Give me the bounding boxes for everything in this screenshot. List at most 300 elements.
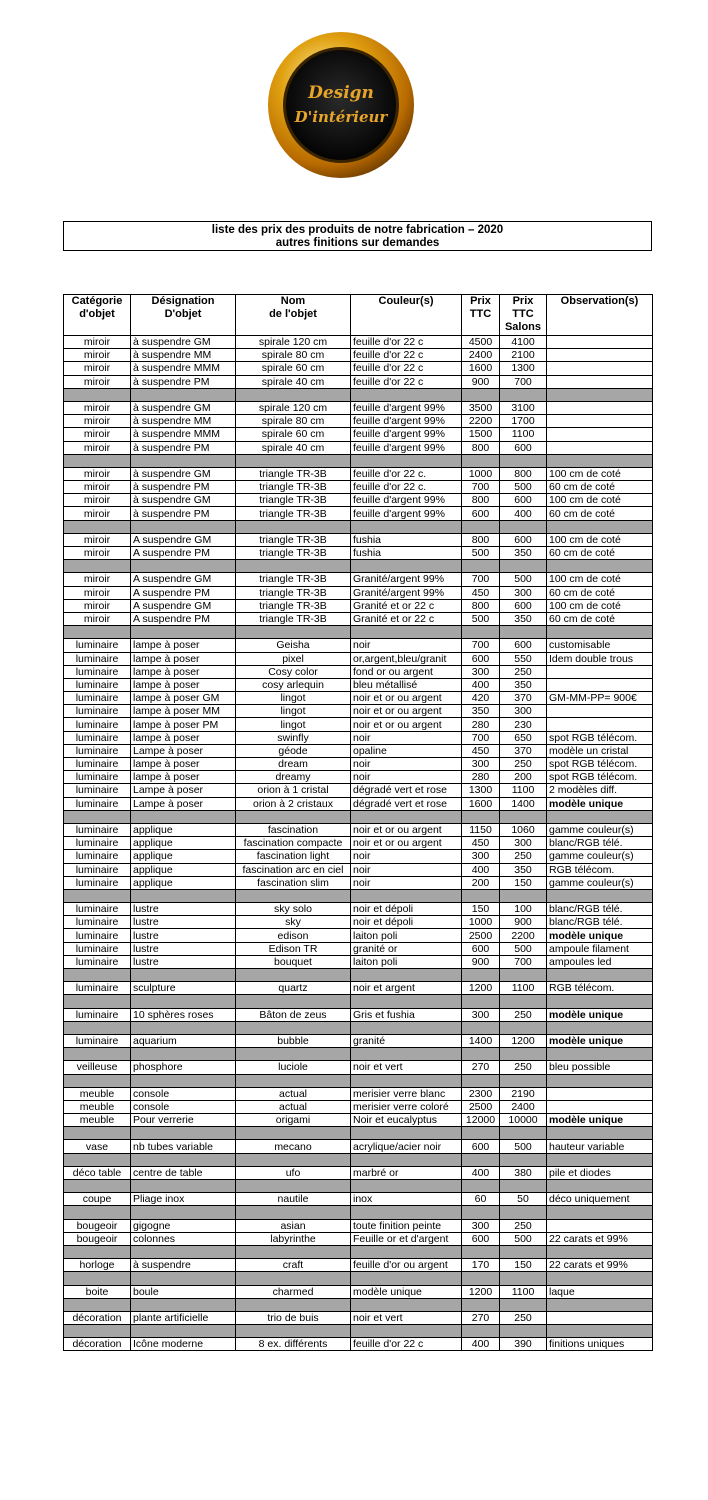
heading-line-2: autres finitions sur demandes <box>275 237 440 249</box>
cell-price: 800 <box>462 599 500 612</box>
column-header-line: d'objet <box>79 308 115 320</box>
cell-designation: Pour verrerie <box>131 1114 236 1127</box>
cell-price: 3500 <box>462 401 500 414</box>
cell-observation: 22 carats et 99% <box>547 1232 653 1245</box>
cell-price-salon: 800 <box>500 467 547 480</box>
separator-cell <box>500 1206 547 1219</box>
cell-price: 600 <box>462 507 500 520</box>
cell-name: fascination compacte <box>236 837 351 850</box>
cell-name: géode <box>236 744 351 757</box>
separator-cell <box>236 388 351 401</box>
separator-row <box>64 520 653 533</box>
cell-observation: 60 cm de coté <box>547 547 653 560</box>
cell-name: orion à 1 cristal <box>236 784 351 797</box>
separator-cell <box>131 1298 236 1311</box>
cell-price: 300 <box>462 758 500 771</box>
cell-designation: lustre <box>131 903 236 916</box>
cell-name: charmed <box>236 1285 351 1298</box>
cell-category: miroir <box>64 612 131 625</box>
cell-name: triangle TR-3B <box>236 494 351 507</box>
cell-observation: hauteur variable <box>547 1140 653 1153</box>
separator-row <box>64 1206 653 1219</box>
separator-cell <box>64 1048 131 1061</box>
separator-cell <box>131 1048 236 1061</box>
cell-price: 60 <box>462 1193 500 1206</box>
cell-designation: centre de table <box>131 1166 236 1179</box>
cell-colour: Granité et or 22 c <box>351 599 462 612</box>
cell-designation: boule <box>131 1285 236 1298</box>
cell-price-salon: 700 <box>500 955 547 968</box>
cell-name: ufo <box>236 1166 351 1179</box>
separator-cell <box>351 1272 462 1285</box>
cell-colour: noir <box>351 876 462 889</box>
cell-colour: feuille d'argent 99% <box>351 428 462 441</box>
cell-name: origami <box>236 1114 351 1127</box>
cell-price-salon: 1100 <box>500 1285 547 1298</box>
separator-cell <box>64 1180 131 1193</box>
cell-designation: lampe à poser <box>131 639 236 652</box>
separator-row <box>64 995 653 1008</box>
cell-name: luciole <box>236 1061 351 1074</box>
separator-cell <box>500 810 547 823</box>
separator-cell <box>500 995 547 1008</box>
separator-cell <box>64 889 131 902</box>
separator-cell <box>462 1153 500 1166</box>
cell-colour: granité or <box>351 942 462 955</box>
table-row <box>64 837 653 850</box>
cell-price: 280 <box>462 771 500 784</box>
separator-cell <box>500 1180 547 1193</box>
cell-name: lingot <box>236 705 351 718</box>
cell-price: 900 <box>462 375 500 388</box>
cell-colour: inox <box>351 1193 462 1206</box>
cell-price-salon: 650 <box>500 731 547 744</box>
separator-cell <box>131 1021 236 1034</box>
separator-cell <box>500 1021 547 1034</box>
separator-cell <box>462 1245 500 1258</box>
cell-price-salon: 230 <box>500 718 547 731</box>
price-table <box>63 294 653 1351</box>
cell-designation: A suspendre GM <box>131 533 236 546</box>
separator-cell <box>131 520 236 533</box>
cell-designation: lampe à poser <box>131 652 236 665</box>
cell-observation <box>547 1100 653 1113</box>
separator-row <box>64 810 653 823</box>
cell-observation: modèle un cristal <box>547 744 653 757</box>
design-interieur-logo <box>266 30 416 180</box>
cell-designation: applique <box>131 863 236 876</box>
cell-category: miroir <box>64 415 131 428</box>
cell-price-salon: 1100 <box>500 784 547 797</box>
cell-category: miroir <box>64 336 131 349</box>
separator-cell <box>500 388 547 401</box>
cell-designation: lampe à poser <box>131 731 236 744</box>
column-header-category <box>64 295 131 336</box>
cell-price-salon: 1060 <box>500 823 547 836</box>
separator-cell <box>547 1298 653 1311</box>
cell-observation: blanc/RGB télé. <box>547 837 653 850</box>
cell-designation: A suspendre GM <box>131 573 236 586</box>
cell-observation: Idem double trous <box>547 652 653 665</box>
separator-cell <box>547 889 653 902</box>
separator-cell <box>351 810 462 823</box>
cell-price: 800 <box>462 533 500 546</box>
cell-price-salon: 250 <box>500 1061 547 1074</box>
cell-colour: toute finition peinte <box>351 1219 462 1232</box>
separator-cell <box>500 560 547 573</box>
cell-category: luminaire <box>64 863 131 876</box>
cell-colour: bleu métallisé <box>351 678 462 691</box>
cell-observation: blanc/RGB télé. <box>547 916 653 929</box>
separator-cell <box>131 995 236 1008</box>
cell-name: labyrinthe <box>236 1232 351 1245</box>
cell-observation: gamme couleur(s) <box>547 823 653 836</box>
separator-row <box>64 1074 653 1087</box>
cell-price-salon: 200 <box>500 771 547 784</box>
cell-category: boite <box>64 1285 131 1298</box>
column-header-line: TTC <box>512 308 534 320</box>
cell-colour: feuille d'or 22 c <box>351 349 462 362</box>
cell-price: 1600 <box>462 362 500 375</box>
separator-cell <box>236 1272 351 1285</box>
separator-cell <box>131 1325 236 1338</box>
cell-category: meuble <box>64 1087 131 1100</box>
cell-price: 400 <box>462 1166 500 1179</box>
cell-price-salon: 250 <box>500 1219 547 1232</box>
cell-colour: feuille d'or 22 c. <box>351 481 462 494</box>
cell-category: luminaire <box>64 797 131 810</box>
cell-observation <box>547 1087 653 1100</box>
cell-price: 1400 <box>462 1034 500 1047</box>
cell-designation: à suspendre GM <box>131 494 236 507</box>
cell-price-salon: 700 <box>500 375 547 388</box>
cell-price-salon: 250 <box>500 1311 547 1324</box>
table-header-row <box>64 295 653 336</box>
cell-price-salon: 350 <box>500 678 547 691</box>
cell-price: 350 <box>462 705 500 718</box>
cell-price-salon: 390 <box>500 1338 547 1351</box>
separator-row <box>64 1153 653 1166</box>
cell-price: 900 <box>462 955 500 968</box>
cell-name: cosy arlequin <box>236 678 351 691</box>
separator-cell <box>131 810 236 823</box>
cell-price-salon: 3100 <box>500 401 547 414</box>
cell-designation: applique <box>131 850 236 863</box>
column-header-line: Couleur(s) <box>378 295 434 307</box>
cell-price: 1150 <box>462 823 500 836</box>
cell-price-salon: 500 <box>500 1140 547 1153</box>
column-header-line: Observation(s) <box>560 295 639 307</box>
separator-cell <box>64 1074 131 1087</box>
separator-cell <box>462 810 500 823</box>
separator-cell <box>547 1325 653 1338</box>
cell-name: lingot <box>236 718 351 731</box>
cell-price-salon: 50 <box>500 1193 547 1206</box>
separator-cell <box>351 1021 462 1034</box>
table-row <box>64 349 653 362</box>
separator-cell <box>64 810 131 823</box>
table-row <box>64 1008 653 1021</box>
cell-designation: applique <box>131 837 236 850</box>
cell-price: 500 <box>462 547 500 560</box>
table-row <box>64 823 653 836</box>
cell-name: triangle TR-3B <box>236 533 351 546</box>
separator-cell <box>131 1127 236 1140</box>
cell-colour: feuille d'argent 99% <box>351 494 462 507</box>
cell-observation <box>547 401 653 414</box>
separator-row <box>64 626 653 639</box>
cell-colour: Granité/argent 99% <box>351 586 462 599</box>
cell-designation: nb tubes variable <box>131 1140 236 1153</box>
cell-price: 150 <box>462 903 500 916</box>
cell-category: meuble <box>64 1100 131 1113</box>
cell-price: 1600 <box>462 797 500 810</box>
separator-cell <box>462 1298 500 1311</box>
column-header-price <box>462 295 500 336</box>
cell-designation: lampe à poser <box>131 665 236 678</box>
separator-cell <box>351 1074 462 1087</box>
cell-colour: fushia <box>351 547 462 560</box>
cell-colour: modèle unique <box>351 1285 462 1298</box>
separator-cell <box>547 1048 653 1061</box>
cell-category: luminaire <box>64 929 131 942</box>
table-row <box>64 1259 653 1272</box>
separator-cell <box>64 1272 131 1285</box>
cell-category: luminaire <box>64 692 131 705</box>
cell-name: spirale 60 cm <box>236 362 351 375</box>
cell-colour: noir <box>351 639 462 652</box>
separator-cell <box>351 1180 462 1193</box>
cell-price: 2200 <box>462 415 500 428</box>
separator-cell <box>131 1272 236 1285</box>
cell-category: miroir <box>64 467 131 480</box>
separator-row <box>64 388 653 401</box>
cell-price-salon: 350 <box>500 863 547 876</box>
cell-price-salon: 250 <box>500 1008 547 1021</box>
cell-designation: à suspendre <box>131 1259 236 1272</box>
separator-cell <box>131 1206 236 1219</box>
cell-category: miroir <box>64 481 131 494</box>
cell-colour: noir <box>351 863 462 876</box>
price-list-heading <box>63 221 652 251</box>
cell-price: 300 <box>462 665 500 678</box>
cell-price-salon: 500 <box>500 481 547 494</box>
cell-price-salon: 250 <box>500 665 547 678</box>
cell-observation: RGB télécom. <box>547 863 653 876</box>
cell-designation: applique <box>131 876 236 889</box>
cell-colour: noir et or ou argent <box>351 718 462 731</box>
table-row <box>64 547 653 560</box>
cell-colour: fond or ou argent <box>351 665 462 678</box>
separator-row <box>64 1245 653 1258</box>
cell-designation: à suspendre MM <box>131 349 236 362</box>
separator-cell <box>64 1127 131 1140</box>
column-header-colour <box>351 295 462 336</box>
separator-cell <box>64 1325 131 1338</box>
cell-category: luminaire <box>64 903 131 916</box>
cell-category: luminaire <box>64 982 131 995</box>
cell-name: bubble <box>236 1034 351 1047</box>
table-row <box>64 1087 653 1100</box>
separator-cell <box>236 1048 351 1061</box>
cell-price: 500 <box>462 612 500 625</box>
cell-colour: laiton poli <box>351 929 462 942</box>
table-row <box>64 481 653 494</box>
cell-price-salon: 1300 <box>500 362 547 375</box>
svg-text:D'intérieur: D'intérieur <box>294 108 388 126</box>
separator-cell <box>351 1325 462 1338</box>
separator-cell <box>547 1245 653 1258</box>
cell-price: 2300 <box>462 1087 500 1100</box>
table-row <box>64 916 653 929</box>
table-row <box>64 573 653 586</box>
cell-price: 280 <box>462 718 500 731</box>
cell-designation: lampe à poser GM <box>131 692 236 705</box>
separator-cell <box>500 1298 547 1311</box>
separator-row <box>64 969 653 982</box>
svg-text:Design: Design <box>308 83 374 103</box>
table-row <box>64 586 653 599</box>
separator-cell <box>547 1127 653 1140</box>
cell-price: 2400 <box>462 349 500 362</box>
cell-category: luminaire <box>64 705 131 718</box>
cell-price-salon: 900 <box>500 916 547 929</box>
cell-price-salon: 600 <box>500 494 547 507</box>
table-row <box>64 784 653 797</box>
cell-price: 1500 <box>462 428 500 441</box>
cell-designation: à suspendre GM <box>131 401 236 414</box>
cell-price: 800 <box>462 494 500 507</box>
cell-colour: noir <box>351 771 462 784</box>
table-row <box>64 744 653 757</box>
column-header-line: D'objet <box>164 308 202 320</box>
cell-observation <box>547 349 653 362</box>
cell-name: pixel <box>236 652 351 665</box>
cell-observation: déco uniquement <box>547 1193 653 1206</box>
cell-colour: Granité et or 22 c <box>351 612 462 625</box>
separator-cell <box>64 1298 131 1311</box>
table-row <box>64 1338 653 1351</box>
cell-price-salon: 2400 <box>500 1100 547 1113</box>
table-row <box>64 336 653 349</box>
cell-designation: console <box>131 1087 236 1100</box>
separator-cell <box>500 1272 547 1285</box>
separator-cell <box>131 626 236 639</box>
cell-colour: noir et dépoli <box>351 903 462 916</box>
cell-designation: gigogne <box>131 1219 236 1232</box>
cell-name: spirale 80 cm <box>236 415 351 428</box>
separator-cell <box>64 626 131 639</box>
cell-price-salon: 1400 <box>500 797 547 810</box>
cell-designation: lustre <box>131 955 236 968</box>
cell-price: 1000 <box>462 467 500 480</box>
cell-colour: noir et dépoli <box>351 916 462 929</box>
cell-observation: modèle unique <box>547 1114 653 1127</box>
table-row <box>64 494 653 507</box>
cell-category: miroir <box>64 428 131 441</box>
separator-cell <box>64 1245 131 1258</box>
cell-colour: merisier verre coloré <box>351 1100 462 1113</box>
cell-price-salon: 380 <box>500 1166 547 1179</box>
cell-observation: 100 cm de coté <box>547 494 653 507</box>
separator-cell <box>236 995 351 1008</box>
cell-designation: Lampe à poser <box>131 784 236 797</box>
cell-name: swinfly <box>236 731 351 744</box>
cell-price: 700 <box>462 573 500 586</box>
table-row <box>64 1311 653 1324</box>
cell-price-salon: 100 <box>500 903 547 916</box>
cell-designation: à suspendre PM <box>131 481 236 494</box>
cell-observation <box>547 362 653 375</box>
cell-price-salon: 370 <box>500 692 547 705</box>
separator-cell <box>500 1153 547 1166</box>
separator-cell <box>131 1074 236 1087</box>
cell-price: 300 <box>462 1219 500 1232</box>
cell-category: miroir <box>64 441 131 454</box>
cell-observation: spot RGB télécom. <box>547 731 653 744</box>
table-row <box>64 705 653 718</box>
cell-price: 600 <box>462 1232 500 1245</box>
cell-designation: à suspendre PM <box>131 375 236 388</box>
cell-price-salon: 300 <box>500 586 547 599</box>
separator-cell <box>351 995 462 1008</box>
cell-designation: à suspendre MMM <box>131 362 236 375</box>
cell-designation: à suspendre MM <box>131 415 236 428</box>
cell-price: 600 <box>462 1140 500 1153</box>
column-header-line: Salons <box>504 321 542 333</box>
cell-price-salon: 4100 <box>500 336 547 349</box>
cell-category: luminaire <box>64 652 131 665</box>
cell-category: miroir <box>64 349 131 362</box>
cell-colour: feuille d'or 22 c <box>351 375 462 388</box>
separator-row <box>64 1325 653 1338</box>
cell-colour: granité <box>351 1034 462 1047</box>
cell-colour: feuille d'or 22 c. <box>351 467 462 480</box>
cell-price-salon: 350 <box>500 612 547 625</box>
cell-price-salon: 550 <box>500 652 547 665</box>
cell-price-salon: 370 <box>500 744 547 757</box>
cell-price: 270 <box>462 1061 500 1074</box>
cell-category: miroir <box>64 573 131 586</box>
cell-observation <box>547 336 653 349</box>
cell-colour: Granité/argent 99% <box>351 573 462 586</box>
table-body <box>64 336 653 1351</box>
cell-price: 450 <box>462 586 500 599</box>
table-row <box>64 929 653 942</box>
separator-cell <box>462 1180 500 1193</box>
table-row <box>64 903 653 916</box>
cell-observation: 60 cm de coté <box>547 481 653 494</box>
cell-category: miroir <box>64 507 131 520</box>
cell-price-salon: 150 <box>500 1259 547 1272</box>
cell-price: 1000 <box>462 916 500 929</box>
separator-cell <box>236 1325 351 1338</box>
cell-designation: applique <box>131 823 236 836</box>
separator-row <box>64 1298 653 1311</box>
column-header-line: de l'objet <box>269 308 317 320</box>
cell-price: 2500 <box>462 929 500 942</box>
table-row <box>64 850 653 863</box>
cell-designation: lustre <box>131 942 236 955</box>
separator-row <box>64 1272 653 1285</box>
cell-name: Edison TR <box>236 942 351 955</box>
cell-category: vase <box>64 1140 131 1153</box>
cell-observation <box>547 665 653 678</box>
table-row <box>64 942 653 955</box>
cell-price: 1300 <box>462 784 500 797</box>
separator-row <box>64 1048 653 1061</box>
cell-name: spirale 40 cm <box>236 375 351 388</box>
